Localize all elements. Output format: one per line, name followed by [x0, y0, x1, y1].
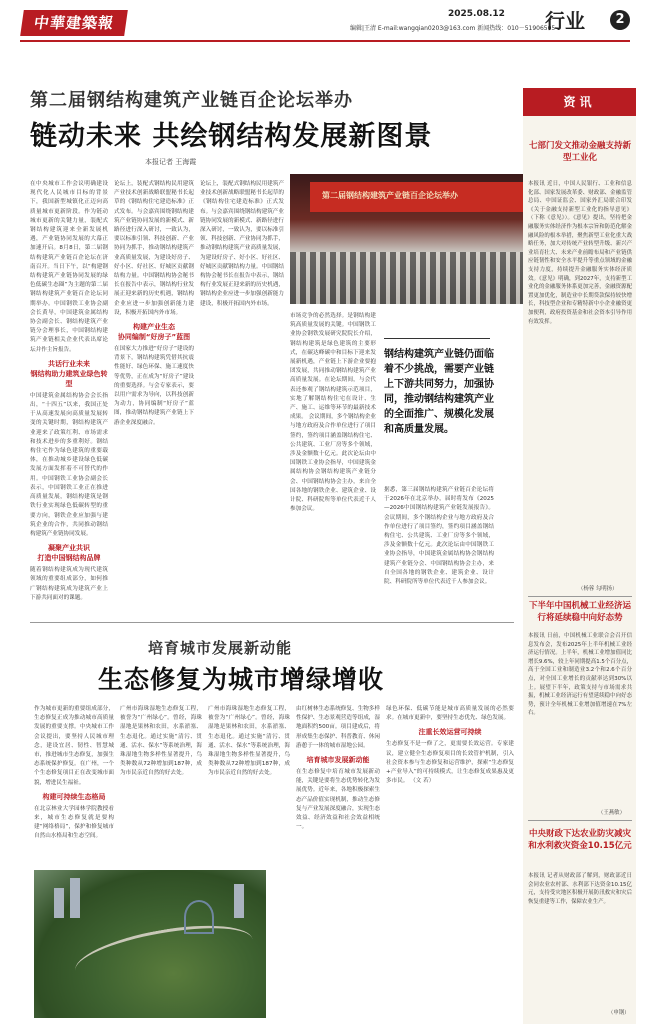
masthead: [0, 0, 650, 44]
news-tag: 资讯: [523, 88, 636, 116]
news-item-3-body: 本报讯 记者从财政部了解到，财政部近日会同农业农村部、水利部下达资金10.15亿元，支持受灾地区积极开展防汛救灾和灾后恢复重建等工作，保障农业生产。: [528, 873, 632, 905]
news-item-2-title: 下半年中国机械工业经济运行将延续稳中向好态势: [528, 601, 631, 623]
news-item-1-body: 本报讯 近日，中国人民银行、工业和信息化部、国家发展改革委、财政部、金融监管总局、中国证监会、国家外汇局联合印发《关于金融支持新型工业化的指导意见》（下称《意见》）。《意见》提出，坚持把金融服务实体经济作为根本宗旨和防范化解金融风险的根本举措，聚焦新型工业化重大战略任务，加大对传统产业转型升级、新兴产业培育壮大、未来产业前瞻布局和产业链供应链韧性和安全水平提升等重点领域的金融支持力度，持续提升金融服务实体经济质效。《意见》明确，到2027年，支持新型工业化的金融服务体系更加完善，金融资源配置更加优化，制造业中长期贷款保持较快增长，科技型企业和专精特新中小企业融资更加便利，政府投资基金和社会资本引导作用有效发挥。: [528, 181, 632, 325]
newspaper-logo: 中華建築報: [20, 10, 128, 36]
story1-col3-text: 市场竞争的必然选择。是钢结构建筑高质量发展的关键。中国钢铁工业协会钢铁发展研究院院长介绍，钢结构建筑是绿色建筑的主要形式，在碳达峰碳中和目标下迎来发展新机遇，产业链上下游企业要抱团发展，共同推动钢结构建筑产业高质量发展。在论坛期间，与会代表还参观了钢结构建筑示范项目，实地了解钢结构住宅在设计、生产、施工、运维等环节的最新技术成果。: [290, 313, 376, 421]
story1-kicker: 第二届钢结构建筑产业链百企论坛举办: [30, 90, 353, 111]
story1-column-2: [114, 180, 194, 610]
story2-col1-text: 作为城市更新的重要组成部分，生态修复正成为推动城市高质量发展的重要支撑。中央城市工作会议提出，要坚持人民城市理念，建设宜居、韧性、智慧城市，推进城市生态修复，加强生态系统保护修复。在广州，一个个生态修复项目正在改变城市面貌，增进民生福祉。: [34, 706, 114, 786]
story1-subhead-3: 构建产业生态 协同编制“好房子”蓝图: [117, 323, 191, 342]
story1-col2b-text: 在国家大力推进“好房子”建设的背景下，钢结构建筑凭借其抗震性能好、绿色环保、施工速度快等优势，正在成为“好房子”建设的重要选择。与会专家表示，要以用户需求为导向，以科技创新为动力，协同编制“好房子”蓝图，推动钢结构建筑产业链上下游企业深度融合。: [114, 346, 194, 426]
story1-column-3: [200, 180, 284, 610]
story1-col3b-text: 会议期间，多个钢结构企业与地方政府及合作单位进行了项目签约，签约项目涵盖钢结构住宅、公共建筑、工业厂房等多个领域，涉及金额数十亿元。此次论坛由中国钢铁工业协会指导，中国建筑金属结构协会钢结构建筑产业链分会、中国钢结构协会主办，来自全国各地的钢铁企业、建筑企业、设计院、科研院所等单位代表近千人参加会议。: [290, 414, 376, 513]
story1-subhead-1: 共话行业未来 钢结构助力建筑业绿色转型: [30, 359, 108, 388]
story2-col3-text: 由红树林生态系统修复、生物多样性保护、生态景观营造等组成，湿地面积约500亩。项目建成后，将形成集生态保护、科普教育、休闲游憩于一体的城市湿地公园。: [296, 706, 380, 749]
editor-contact: 编辑|王清 E-mail:wangqian0203@163.com 新闻热线：010－51906505: [350, 25, 556, 32]
story1-title: 链动未来 共绘钢结构发展新图景: [30, 121, 433, 152]
story1-col1c-text: 随着钢结构建筑成为现代建筑领域的重要组成部分，如何推广钢结构建筑成为建筑产业上下游共同面对的课题。: [30, 567, 108, 601]
pull-quote-rule: [384, 338, 490, 339]
story1-col2-text: 论坛上，装配式钢结构民用建筑产业技术创新战略联盟秘书长起草的《钢结构住宅建造标准》正式发布。与会嘉宾围绕钢结构建筑产业链协同发展的新模式、新路径进行深入研讨，一致认为，要以标准引领、科技创新、产业协同为抓手，推动钢结构建筑产业高质量发展，为建设好房子、好小区、好社区、好城区贡献钢结构力量。中国钢结构协会秘书长在报告中表示，钢结构行业发展正迎来新的历史机遇，钢结构企业应进一步加强创新能力建设，积极开拓国内外市场。: [114, 181, 194, 316]
issue-date: 2025.08.12: [448, 9, 505, 19]
news-item-2-credit: （王燕敏）: [598, 810, 625, 816]
story2-col2-continued: 广州市海珠湿地生态修复工程，被誉为“广州绿心”。曾经，海珠湿地是果林和农田，水系淤塞、生态退化。通过实施“清污、贯通、活水、保水”等系统治理，海珠湿地生物多样性显著提升，鸟类种数从72种增加到187种，成为市民亲近自然的好去处。: [208, 706, 290, 777]
park-landmark: [184, 900, 214, 934]
forum-banner-text: 第二届钢结构建筑产业链百企论坛举办: [322, 191, 458, 200]
story2-column-3: [208, 705, 290, 865]
skyline-building: [54, 888, 64, 918]
story1-subhead-2: 凝聚产业共识 打造中国钢结构品牌: [37, 544, 101, 563]
news-item-2-body: 本报讯 日前，中国机械工业联合会召开信息发布会，发布2025年上半年机械工业经济运行情况。上半年，机械工业增加值同比增长9.6%，较上年同期提高1.5个百分点，高于全国工业和制造业3.2个和2.6个百分点，对全国工业增长的贡献率达到30%以上。展望下半年，政策支持与市场需求共振，机械工业经济运行有望延续稳中向好态势，预计全年机械工业增加值增速在7%左右。: [528, 633, 632, 717]
section-divider: [30, 622, 514, 623]
story2-col3b-text: 在生态修复中培育城市发展新动能，关键是要将生态优势转化为发展优势。近年来，各地积极探索生态产品价值实现机制，推动生态修复与产业发展深度融合，实现生态效益、经济效益和社会效益相统一。: [296, 769, 380, 831]
story2-credit: （文 若）: [410, 778, 435, 785]
story2-column-2: [120, 705, 202, 865]
story2-column-5: [386, 705, 514, 1018]
forum-photo: [290, 174, 552, 304]
skyline-building: [70, 878, 80, 918]
story1-column-5: [384, 486, 494, 610]
story2-col4-text: 绿色环保、低碳节能是城市高质量发展的必然要求。在城市更新中，要坚持生态优先、绿色发展。: [386, 706, 514, 722]
story2-col4b-text: 生态修复不是一修了之，更需要长效运营。专家建议，建立健全生态修复项目的长效管护机制，引入社会资本参与生态修复和运营维护，探索“生态修复+产业导入”的可持续模式，让生态修复成果惠及更多市民。: [386, 741, 514, 785]
story1-col1b-text: 中国建筑金属结构协会会长指出，“十四五”以来，我国正处于从高速发展向高质量发展转变的关键时期，钢结构建筑产业迎来了政策红利、市场需求和技术进步的多重利好。钢结构住宅作为绿色建筑的重要载体，在推动城乡建设绿色低碳发展方面发挥着不可替代的作用。中国钢铁工业协会副会长表示，中国钢铁工业正在推进高质量发展，钢结构建筑是钢铁行业实现绿色低碳转型的重要方向，钢铁企业应加强与建筑企业的合作，共同推动钢结构建筑产业链协同发展。: [30, 392, 108, 537]
news-item-1-title: 七部门发文推动金融支持新型工业化: [528, 141, 631, 163]
news-item-1-credit: （杨蓉 勾明扬）: [578, 586, 618, 592]
ecological-park-photo: [34, 870, 266, 1018]
story1-col3c-text: 据悉，第三届钢结构建筑产业链百企论坛将于2026年在北京举办，届时将发布《2025—2026中国钢结构建筑产业链发展报告》。: [384, 487, 494, 512]
news-divider: [528, 596, 632, 597]
story2-subhead-2: 培育城市发展新动能: [306, 756, 370, 765]
park-walkway: [71, 915, 257, 995]
story2-subhead-1: 构建可持续生态格局: [42, 792, 106, 801]
story2-col2-text: 广州市海珠湿地生态修复工程，被誉为“广州绿心”。曾经，海珠湿地是果林和农田，水系淤塞、生态退化。通过实施“清污、贯通、活水、保水”等系统治理，海珠湿地生物多样性显著提升，鸟类种数从72种增加到187种，成为市民亲近自然的好去处。: [120, 706, 202, 777]
forum-stage-banner: [310, 182, 532, 212]
story1-column-4: [290, 312, 376, 612]
story1-col2-continued: 论坛上，装配式钢结构民用建筑产业技术创新战略联盟秘书长起草的《钢结构住宅建造标准》正式发布。与会嘉宾围绕钢结构建筑产业链协同发展的新模式、新路径进行深入研讨，一致认为，要以标准引领、科技创新、产业协同为抓手，推动钢结构建筑产业高质量发展，为建设好房子、好小区、好社区、好城区贡献钢结构力量。中国钢结构协会秘书长在报告中表示，钢结构行业发展正迎来新的历史机遇，钢结构企业应进一步加强创新能力建设，积极开拓国内外市场。: [200, 181, 284, 307]
story1-column-1: [30, 180, 108, 610]
header-rule: [20, 40, 630, 42]
story1-col1-text: 在中央城市工作会议明确建设现代化人民城市目标的背景下，我国新型城镇化正迈向高质量城市更新阶段。作为链动城市更新的关键力量，装配式钢结构建筑迎来全新发展机遇，产业链协同发展的大幕正加速开启。8月8日，第二届钢结构建筑产业链百企论坛在济南召开。当日下午，以“构建钢结构建筑产业链协同发展的绿色低碳生态圈”为主题的第二届钢结构建筑产业链百企论坛同期举办。中国钢铁工业协会副会长黄导，中国建筑金属结构协会副会长、钢结构建筑产业链分会理事长，中国钢结构建筑产业链相关企业代表出席论坛并作主旨报告。: [30, 181, 108, 353]
news-item-3-credit: （申钢）: [608, 1010, 630, 1016]
section-name: 行业: [545, 9, 585, 33]
story2-kicker: 培育城市发展新动能: [148, 639, 293, 657]
story1-byline: 本报记者 王海霞: [145, 158, 197, 166]
news-item-3-title: 中央财政下达农业防灾减灾和水利救灾资金10.15亿元: [528, 829, 632, 851]
audience-rows: [290, 252, 552, 304]
story2-title: 生态修复为城市增绿增收: [98, 665, 385, 694]
skyline-building: [234, 884, 244, 918]
pull-quote: 钢结构建筑产业链仍面临着不少挑战，需要产业链上下游共同努力，加强协同，推动钢结构建筑产业的全面推广、规模化发展和高质量发展。: [384, 349, 494, 435]
story1-col3b-repeat: 会议期间，多个钢结构企业与地方政府及合作单位进行了项目签约，签约项目涵盖钢结构住宅、公共建筑、工业厂房等多个领域，涉及金额数十亿元。此次论坛由中国钢铁工业协会指导，中国建筑金属结构协会钢结构建筑产业链分会、中国钢结构协会主办，来自全国各地的钢铁企业、建筑企业、设计院、科研院所等单位代表近千人参加会议。: [384, 514, 494, 586]
story2-subhead-3: 注重长效运营可持续: [418, 728, 482, 737]
story2-col1b-text: 在北京林业大学园林学院教授看来，城市生态修复就是要构建“网络格局”，保护和修复城市自然山水格局和生态空间。: [34, 805, 114, 840]
page-number: 2: [610, 10, 630, 30]
story2-column-4: [296, 705, 380, 1018]
story2-column-1: [34, 705, 114, 865]
news-divider: [528, 820, 632, 821]
